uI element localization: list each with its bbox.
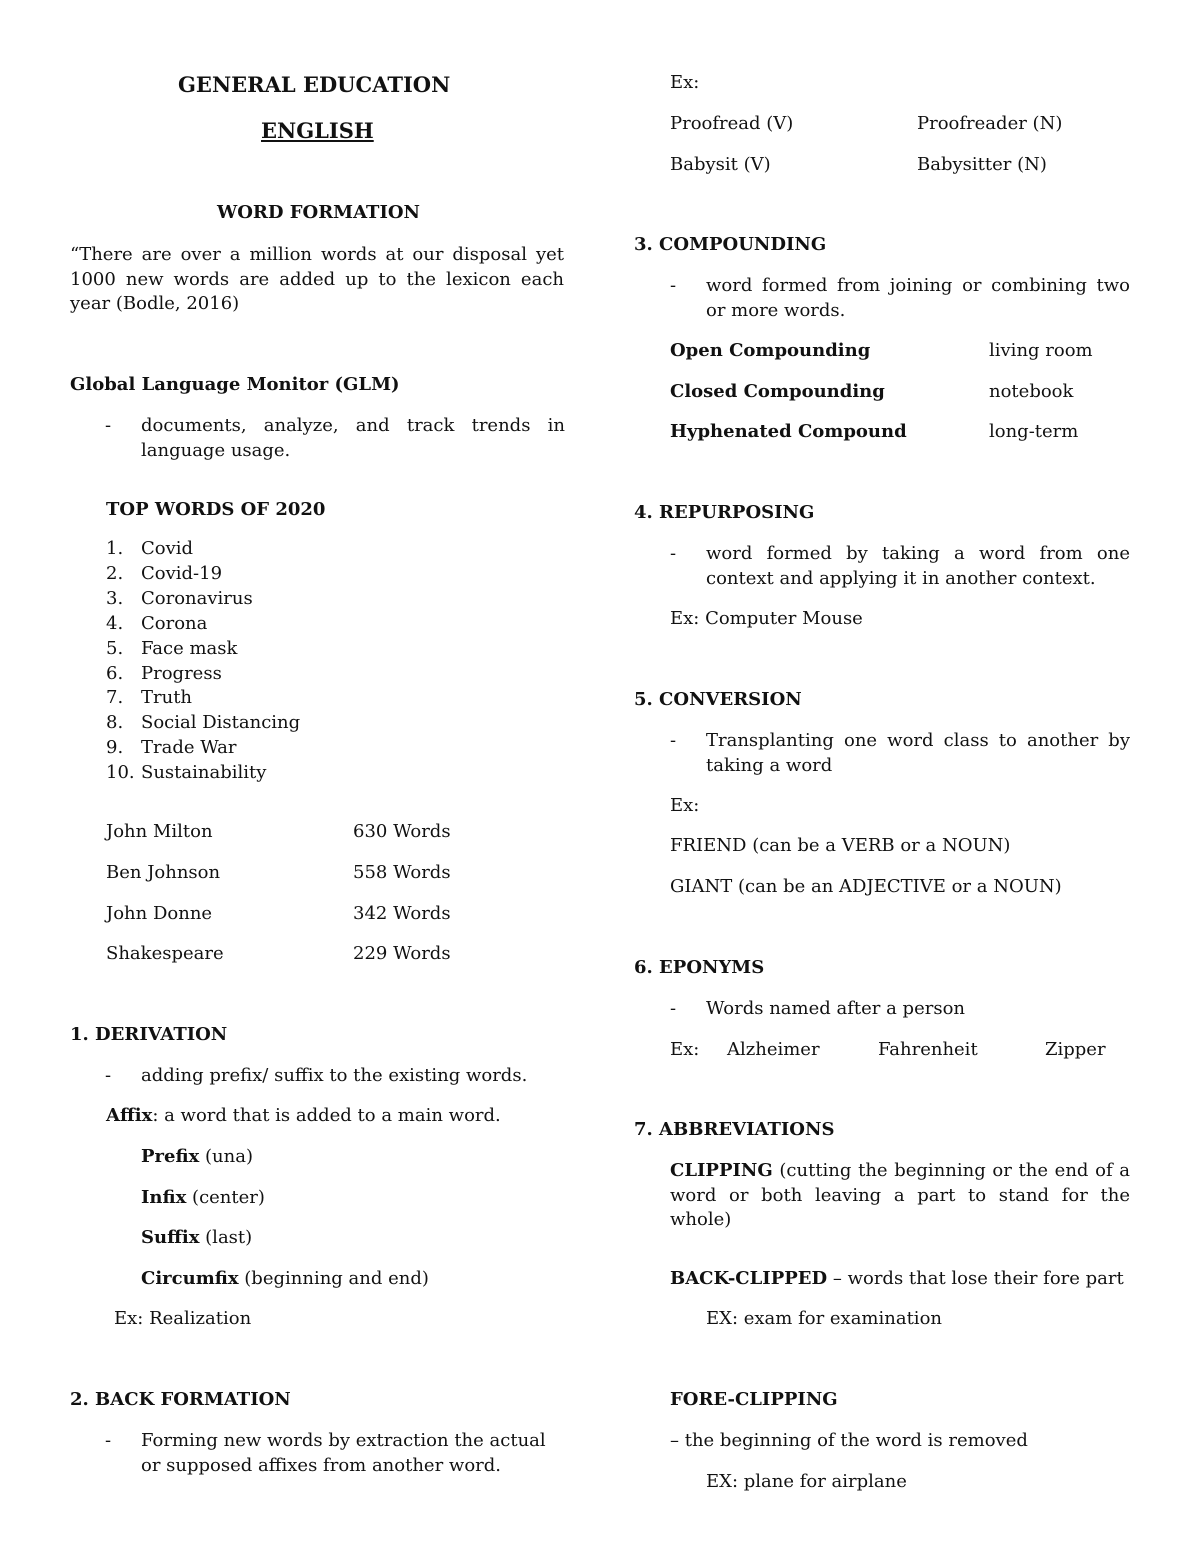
affix-type-term: Circumfix — [141, 1268, 239, 1289]
compound-type: Open Compounding — [670, 340, 871, 361]
list-number: 3. — [106, 588, 124, 609]
affix-type-term: Infix — [141, 1187, 187, 1208]
derivation-example: Ex: Realization — [114, 1308, 252, 1329]
glm-description: documents, analyze, and track trends in language usage. — [141, 415, 565, 461]
list-number: 2. — [106, 563, 124, 584]
eponyms-description: Words named after a person — [706, 998, 965, 1019]
top-words-heading: TOP WORDS OF 2020 — [106, 499, 326, 520]
eponym-example: Fahrenheit — [878, 1039, 978, 1060]
section-title: WORD FORMATION — [217, 202, 421, 223]
compound-example: notebook — [989, 381, 1074, 402]
glm-heading: Global Language Monitor (GLM) — [70, 374, 400, 395]
eponym-example: Zipper — [1045, 1039, 1106, 1060]
fore-clipping-definition: – the beginning of the word is removed — [670, 1430, 1028, 1451]
list-word: Covid-19 — [141, 563, 223, 584]
fore-clipping-heading: FORE-CLIPPING — [670, 1389, 838, 1410]
list-number: 9. — [106, 737, 124, 758]
abbreviations-heading: 7. ABBREVIATIONS — [634, 1119, 835, 1140]
compounding-description: word formed from joining or combining two or more words. — [706, 275, 1130, 321]
repurposing-example: Ex: Computer Mouse — [670, 608, 863, 629]
list-word: Corona — [141, 613, 208, 634]
eponyms-heading: 6. EPONYMS — [634, 957, 765, 978]
example-noun: Proofreader (N) — [917, 113, 1063, 134]
list-number: 1. — [106, 538, 124, 559]
list-word: Social Distancing — [141, 712, 301, 733]
bullet-dash: - — [105, 415, 112, 436]
back-formation-description: Forming new words by extraction the actual or supposed affixes from another word. — [141, 1430, 546, 1476]
back-formation-heading: 2. BACK FORMATION — [70, 1389, 291, 1410]
affix-def-text: : a word that is added to a main word. — [152, 1105, 501, 1126]
list-number: 5. — [106, 638, 124, 659]
affix-type-note: (beginning and end) — [238, 1268, 429, 1289]
bullet-dash: - — [670, 998, 677, 1019]
example-noun: Babysitter (N) — [917, 154, 1047, 175]
document-title: GENERAL EDUCATION — [178, 72, 451, 97]
affix-type-note: (una) — [199, 1146, 253, 1167]
compound-example: living room — [989, 340, 1093, 361]
affix-type-prefix — [141, 1145, 253, 1169]
list-word: Progress — [141, 663, 222, 684]
back-clipped-def-text: – words that lose their fore part — [827, 1268, 1124, 1289]
author-word-count: 630 Words — [353, 821, 451, 842]
affix-type-circumfix — [141, 1267, 429, 1291]
eponym-example: Alzheimer — [727, 1039, 820, 1060]
derivation-description: adding prefix/ suffix to the existing words. — [141, 1065, 528, 1086]
intro-quote: “There are over a million words at our disposal yet 1000 new words are added up to the lexicon each year (Bodle, 2016) — [70, 244, 564, 314]
author-name: John Milton — [106, 821, 213, 842]
list-word: Sustainability — [141, 762, 267, 783]
bullet-dash: - — [105, 1430, 112, 1451]
derivation-heading: 1. DERIVATION — [70, 1024, 228, 1045]
list-number: 6. — [106, 663, 124, 684]
compounding-heading: 3. COMPOUNDING — [634, 234, 827, 255]
list-number: 7. — [106, 687, 124, 708]
author-word-count: 558 Words — [353, 862, 451, 883]
example-label: Ex: — [670, 72, 700, 93]
repurposing-description: word formed by taking a word from one context and applying it in another context. — [706, 543, 1130, 589]
clipping-definition — [670, 1159, 1130, 1233]
clipping-term: CLIPPING — [670, 1160, 773, 1181]
example-label: Ex: — [670, 795, 700, 816]
compound-type: Hyphenated Compound — [670, 421, 907, 442]
example-verb: Babysit (V) — [670, 154, 771, 175]
list-word: Face mask — [141, 638, 238, 659]
clipping-def-text: (cutting the beginning or the end of a word or both leaving a part to stand for the whole) — [670, 1160, 1130, 1230]
compound-type: Closed Compounding — [670, 381, 885, 402]
document-subtitle: ENGLISH — [261, 118, 374, 143]
back-clipped-term: BACK-CLIPPED — [670, 1268, 828, 1289]
back-clipped-definition — [670, 1267, 1124, 1291]
affix-type-note: (last) — [199, 1227, 253, 1248]
repurposing-heading: 4. REPURPOSING — [634, 502, 815, 523]
bullet-dash: - — [670, 275, 677, 296]
affix-type-term: Prefix — [141, 1146, 200, 1167]
affix-type-term: Suffix — [141, 1227, 200, 1248]
bullet-dash: - — [105, 1065, 112, 1086]
list-word: Trade War — [141, 737, 237, 758]
conversion-example: GIANT (can be an ADJECTIVE or a NOUN) — [670, 876, 1062, 897]
back-clipped-example: EX: exam for examination — [706, 1308, 942, 1329]
list-word: Truth — [141, 687, 193, 708]
author-name: Shakespeare — [106, 943, 224, 964]
affix-type-suffix — [141, 1226, 252, 1250]
conversion-heading: 5. CONVERSION — [634, 689, 802, 710]
list-word: Coronavirus — [141, 588, 253, 609]
author-name: Ben Johnson — [106, 862, 221, 883]
conversion-description: Transplanting one word class to another by taking a word — [706, 730, 1130, 776]
compound-example: long-term — [989, 421, 1079, 442]
list-number: 4. — [106, 613, 124, 634]
affix-term: Affix — [106, 1105, 153, 1126]
list-number: 10. — [106, 762, 135, 783]
fore-clipping-example: EX: plane for airplane — [706, 1471, 907, 1492]
author-word-count: 229 Words — [353, 943, 451, 964]
example-label: Ex: — [670, 1039, 700, 1060]
conversion-example: FRIEND (can be a VERB or a NOUN) — [670, 835, 1011, 856]
author-word-count: 342 Words — [353, 903, 451, 924]
affix-type-infix — [141, 1186, 265, 1210]
example-verb: Proofread (V) — [670, 113, 794, 134]
author-name: John Donne — [106, 903, 213, 924]
bullet-dash: - — [670, 730, 677, 751]
affix-type-note: (center) — [186, 1187, 265, 1208]
list-number: 8. — [106, 712, 124, 733]
affix-definition — [106, 1104, 501, 1128]
bullet-dash: - — [670, 543, 677, 564]
list-word: Covid — [141, 538, 194, 559]
